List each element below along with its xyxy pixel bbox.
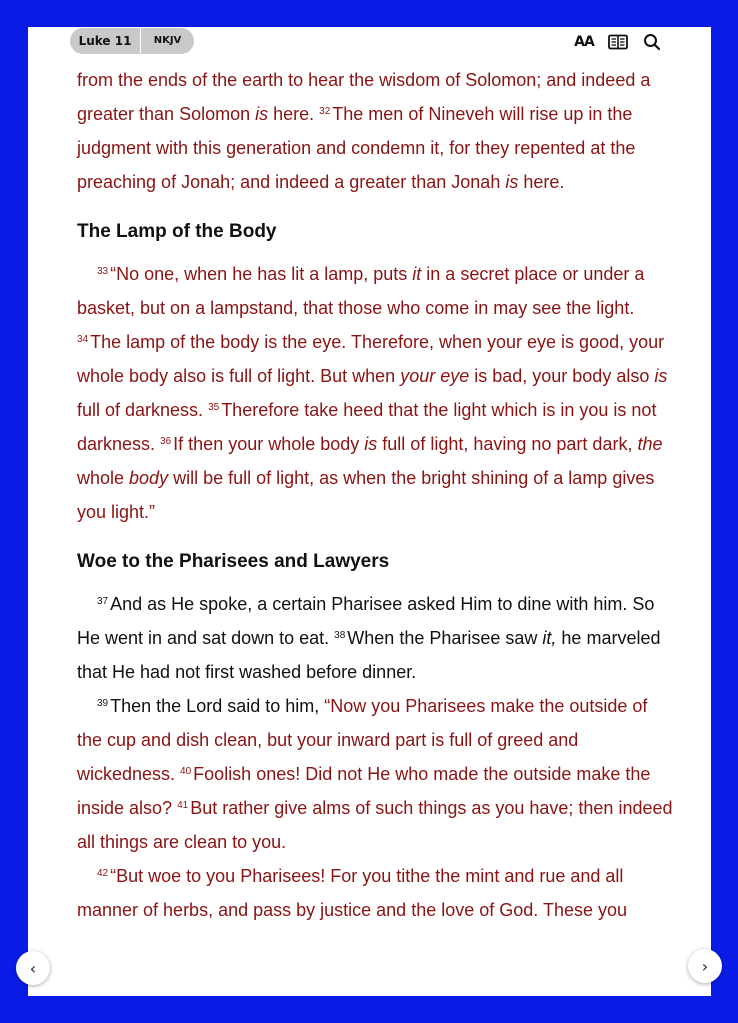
verse-number[interactable]: 35 bbox=[208, 402, 220, 413]
verse-31-continued: from the ends of the earth to hear the wisdom of Solomon; and indeed a greater than Solomon is here. $^{32}$ The men of Nineveh will rise up in the judgment with this generation and condemn it, for they repented at the preaching of Jonah; and indeed a greater than Jonah is here. bbox=[77, 70, 651, 192]
scripture-text bbox=[77, 63, 677, 927]
verse-number[interactable]: 40 bbox=[180, 766, 192, 777]
section-heading: The Lamp of the Body bbox=[77, 221, 277, 242]
verse-number[interactable]: 42 bbox=[97, 868, 109, 879]
next-chapter-button[interactable] bbox=[688, 949, 722, 983]
book-view-icon[interactable] bbox=[607, 31, 629, 53]
previous-chapter-button[interactable] bbox=[16, 951, 50, 985]
reader-page bbox=[28, 27, 711, 996]
book-chapter-button[interactable]: Luke 11 bbox=[70, 28, 141, 54]
verse-number[interactable]: 39 bbox=[97, 698, 109, 709]
verse-37-paragraph: $^{37}$ And as He spoke, a certain Pharisee asked Him to dine with him. So He went in and sat down to eat. $^{38}$ When the Pharisee saw it, he marveled that He had not first washed before dinner. bbox=[77, 594, 661, 682]
verse-number[interactable]: 36 bbox=[160, 436, 172, 447]
verse-number[interactable]: 38 bbox=[334, 630, 346, 641]
verse-42-paragraph: $^{42}$ “But woe to you Pharisees! For you tithe the mint and rue and all manner of herbs, and pass by justice and the love of God. These you bbox=[77, 866, 628, 920]
verse-number[interactable]: 33 bbox=[97, 266, 109, 277]
chevron-right-icon: › bbox=[701, 956, 709, 976]
verse-number[interactable]: 32 bbox=[319, 106, 331, 117]
verse-39-paragraph: $^{39}$ Then the Lord said to him, “Now you Pharisees make the outside of the cup and dish clean, but your inward part is full of greed and wickedness. $^{40}$ Foolish ones! Did not He who made the outside make the inside also? $^{41}$ But rather give alms of such things as you have; then indeed all things are clean to you. bbox=[77, 696, 673, 852]
passage-selector[interactable] bbox=[70, 28, 194, 54]
verse-number[interactable]: 34 bbox=[77, 334, 89, 345]
top-toolbar bbox=[28, 27, 711, 57]
section-heading: Woe to the Pharisees and Lawyers bbox=[77, 551, 390, 572]
search-icon[interactable] bbox=[641, 31, 663, 53]
version-button[interactable]: NKJV bbox=[153, 35, 182, 46]
verse-number[interactable]: 37 bbox=[97, 596, 109, 607]
verse-33-paragraph: $^{33}$ “No one, when he has lit a lamp, puts it in a secret place or under a basket, but on a lampstand, that those who come in may see the light. $^{34}$ The lamp of the body is the eye. Therefore, when your eye is good, your whole body also is full of light. But when your eye is bad, your body also is full of darkness. $^{35}$ Therefore take heed that the light which is in you is not darkness. $^{36}$ If then your whole body is full of light, having no part dark, the whole body will be full of light, as when the bright shining of a lamp gives you light.” bbox=[77, 264, 668, 522]
font-size-icon[interactable]: AA bbox=[574, 34, 594, 50]
chevron-left-icon: ‹ bbox=[29, 958, 37, 978]
verse-number[interactable]: 41 bbox=[177, 800, 189, 811]
